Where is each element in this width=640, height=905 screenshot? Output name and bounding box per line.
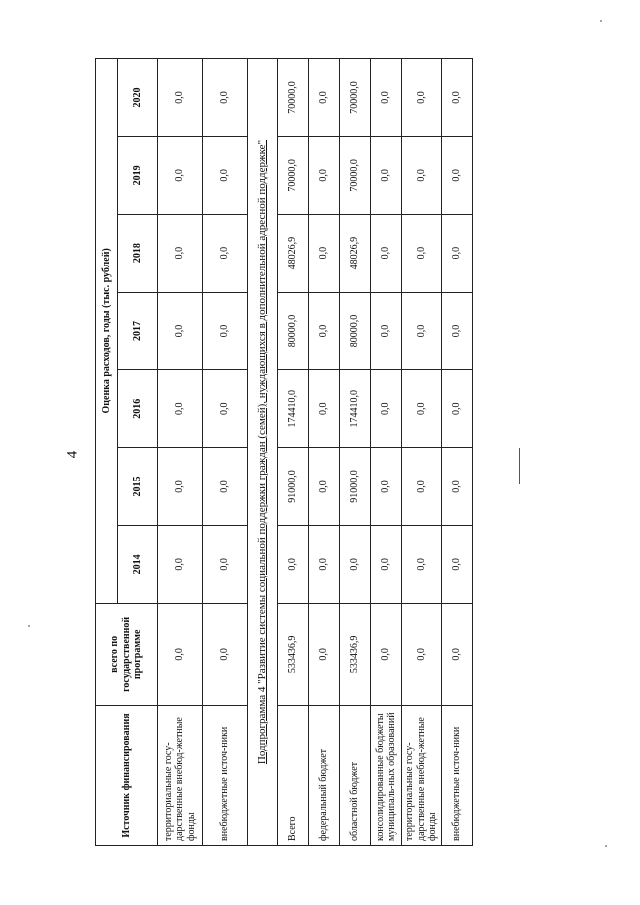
row-value: 533436,9 bbox=[278, 603, 309, 705]
row-value: 70000,0 bbox=[340, 59, 371, 137]
row-value: 0,0 bbox=[309, 214, 340, 292]
row-value: 70000,0 bbox=[278, 59, 309, 137]
row-value: 0,0 bbox=[402, 59, 442, 137]
row-value: 0,0 bbox=[340, 525, 371, 603]
header-year: 2019 bbox=[118, 136, 158, 214]
row-value: 0,0 bbox=[441, 136, 472, 214]
table-row bbox=[441, 59, 472, 846]
row-source: консолидированные бюджеты муниципаль-ных образований bbox=[371, 705, 402, 845]
header-source: Источник финансирования bbox=[96, 705, 158, 845]
row-value: 0,0 bbox=[309, 136, 340, 214]
row-value: 174410,0 bbox=[340, 370, 371, 448]
row-value: 0,0 bbox=[402, 136, 442, 214]
row-value: 0,0 bbox=[278, 525, 309, 603]
row-value: 0,0 bbox=[371, 370, 402, 448]
row-value: 0,0 bbox=[309, 370, 340, 448]
row-value: 533436,9 bbox=[340, 603, 371, 705]
row-source: федеральный бюджет bbox=[309, 705, 340, 845]
row-value: 91000,0 bbox=[340, 448, 371, 526]
row-value: 0,0 bbox=[309, 525, 340, 603]
scan-speck bbox=[605, 845, 607, 847]
row-source: Всего bbox=[278, 705, 309, 845]
row-value: 70000,0 bbox=[278, 136, 309, 214]
row-value: 0,0 bbox=[309, 448, 340, 526]
row-value: 0,0 bbox=[203, 59, 248, 137]
row-source: территориальные госу-дарственные внебюд-жетные фонды bbox=[158, 705, 203, 845]
row-value: 0,0 bbox=[203, 448, 248, 526]
row-value: 0,0 bbox=[158, 370, 203, 448]
header-group: Оценка расходов, годы (тыс. рублей) bbox=[96, 59, 118, 604]
row-value: 0,0 bbox=[158, 603, 203, 705]
row-value: 0,0 bbox=[441, 525, 472, 603]
row-value: 70000,0 bbox=[340, 136, 371, 214]
header-year: 2014 bbox=[118, 525, 158, 603]
row-value: 0,0 bbox=[402, 603, 442, 705]
row-value: 0,0 bbox=[441, 603, 472, 705]
row-source: внебюджетные источ-ники bbox=[203, 705, 248, 845]
row-source: областной бюджет bbox=[340, 705, 371, 845]
row-value: 0,0 bbox=[309, 603, 340, 705]
row-value: 0,0 bbox=[158, 214, 203, 292]
row-value: 0,0 bbox=[371, 448, 402, 526]
table-row bbox=[158, 59, 203, 846]
row-value: 0,0 bbox=[371, 525, 402, 603]
row-value: 0,0 bbox=[402, 370, 442, 448]
row-value: 48026,9 bbox=[340, 214, 371, 292]
row-value: 91000,0 bbox=[278, 448, 309, 526]
subprogram-row bbox=[248, 59, 278, 846]
rotated-table-wrapper bbox=[95, 58, 461, 846]
row-value: 0,0 bbox=[371, 214, 402, 292]
row-value: 48026,9 bbox=[278, 214, 309, 292]
row-value: 0,0 bbox=[203, 214, 248, 292]
row-value: 0,0 bbox=[158, 448, 203, 526]
row-value: 0,0 bbox=[441, 292, 472, 370]
row-value: 0,0 bbox=[203, 525, 248, 603]
row-value: 0,0 bbox=[402, 448, 442, 526]
row-value: 0,0 bbox=[441, 370, 472, 448]
row-value: 0,0 bbox=[371, 292, 402, 370]
row-value: 0,0 bbox=[158, 292, 203, 370]
row-value: 0,0 bbox=[371, 136, 402, 214]
page-number: 4 bbox=[64, 450, 81, 459]
table-row bbox=[203, 59, 248, 846]
row-value: 0,0 bbox=[309, 59, 340, 137]
scan-speck bbox=[600, 20, 602, 22]
row-value: 0,0 bbox=[203, 136, 248, 214]
row-value: 0,0 bbox=[203, 370, 248, 448]
header-year: 2016 bbox=[118, 370, 158, 448]
row-value: 0,0 bbox=[371, 603, 402, 705]
table-row bbox=[402, 59, 442, 846]
row-value: 0,0 bbox=[203, 603, 248, 705]
funding-table bbox=[95, 58, 473, 846]
row-value: 0,0 bbox=[402, 525, 442, 603]
header-year: 2017 bbox=[118, 292, 158, 370]
scan-speck bbox=[28, 625, 30, 627]
header-total: всего по государственной программе bbox=[96, 603, 158, 705]
row-value: 0,0 bbox=[203, 292, 248, 370]
margin-line bbox=[519, 448, 520, 484]
header-year: 2020 bbox=[118, 59, 158, 137]
table-row bbox=[309, 59, 340, 846]
row-value: 80000,0 bbox=[278, 292, 309, 370]
row-value: 0,0 bbox=[441, 59, 472, 137]
table-container bbox=[95, 58, 461, 846]
row-value: 0,0 bbox=[441, 214, 472, 292]
row-value: 80000,0 bbox=[340, 292, 371, 370]
row-value: 0,0 bbox=[158, 136, 203, 214]
row-value: 0,0 bbox=[441, 448, 472, 526]
table-row bbox=[340, 59, 371, 846]
row-source: внебюджетные источ-ники bbox=[441, 705, 472, 845]
row-source: территориальные госу-дарственные внебюд-жетные фонды bbox=[402, 705, 442, 845]
table-row bbox=[278, 59, 309, 846]
row-value: 174410,0 bbox=[278, 370, 309, 448]
subprogram-title: Подпрограмма 4 "Развитие системы социальной поддержки граждан (семей), нуждающихся в дополнительной адресной поддержке" bbox=[248, 59, 278, 846]
row-value: 0,0 bbox=[158, 525, 203, 603]
row-value: 0,0 bbox=[309, 292, 340, 370]
row-value: 0,0 bbox=[402, 292, 442, 370]
header-year: 2015 bbox=[118, 448, 158, 526]
header-year: 2018 bbox=[118, 214, 158, 292]
row-value: 0,0 bbox=[371, 59, 402, 137]
table-row bbox=[371, 59, 402, 846]
row-value: 0,0 bbox=[158, 59, 203, 137]
row-value: 0,0 bbox=[402, 214, 442, 292]
